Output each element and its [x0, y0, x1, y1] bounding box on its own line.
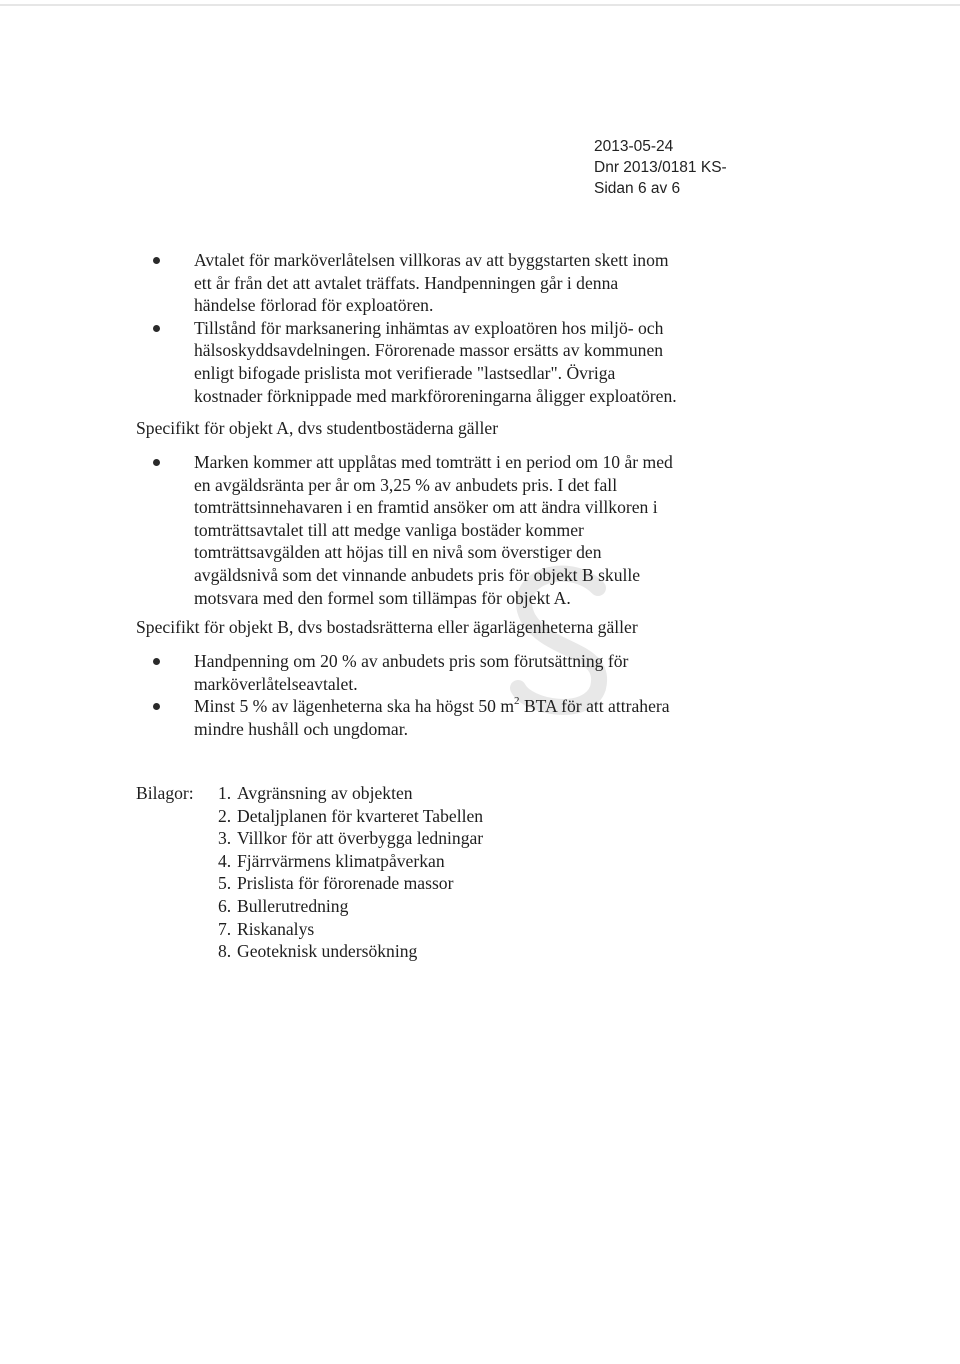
attachment-title: Detaljplanen för kvarteret Tabellen [237, 805, 484, 826]
bullet-list-object-b [152, 650, 792, 740]
text-line: mindre hushåll och ungdomar. [194, 718, 409, 739]
superscript: 2 [514, 695, 520, 708]
text-line: Avtalet för marköverlåtelsen villkoras av att byggstarten skett inom [194, 250, 669, 270]
attachment-item [218, 940, 483, 963]
bullet-dot-icon [153, 459, 160, 466]
attachment-item [218, 782, 483, 805]
list-item [152, 249, 792, 317]
text-line: ett år från det att avtalet träffats. Handpenningen går i denna [194, 272, 619, 293]
attachment-title: Bullerutredning [237, 895, 349, 916]
text-line: hälsoskyddsavdelningen. Förorenade massor ersätts av kommunen [194, 340, 664, 361]
text-line [194, 695, 792, 718]
attachment-title: Geoteknisk undersökning [237, 941, 418, 962]
text-line: motsvara med den formel som tillämpas för objekt A. [194, 587, 571, 608]
section-a-heading: Specifikt för objekt A, dvs studentbostäderna gäller [136, 418, 499, 438]
attachment-number: 2. [218, 805, 232, 826]
attachment-item [218, 827, 483, 850]
attachment-item [218, 872, 483, 895]
attachment-number: 4. [218, 850, 232, 871]
bullet-dot-icon [153, 703, 160, 710]
header-page-number: Sidan 6 av 6 [594, 180, 681, 197]
list-item [152, 451, 792, 609]
text-line: enligt bifogade prislista mot verifierade "lastsedlar". Övriga [194, 362, 616, 383]
attachment-item [218, 895, 483, 918]
attachment-number: 5. [218, 873, 232, 894]
bullet-dot-icon [153, 325, 160, 332]
text-fragment: Minst 5 % av lägenheterna ska ha högst 50 m [194, 696, 515, 717]
bullet-dot-icon [153, 658, 160, 665]
attachment-title: Riskanalys [237, 918, 315, 939]
attachment-number: 3. [218, 828, 232, 849]
text-line: tomträttsinnehavaren i en framtid ansöker om att ändra villkoren i [194, 497, 658, 518]
attachment-item [218, 918, 483, 941]
text-fragment: BTA för att attrahera [519, 696, 670, 717]
text-line: Handpenning om 20 % av anbudets pris som förutsättning för [194, 651, 629, 671]
attachments-label: Bilagor: [136, 783, 194, 803]
attachment-item [218, 850, 483, 873]
bullet-dot-icon [153, 257, 160, 264]
attachment-title: Prislista för förorenade massor [237, 873, 454, 894]
attachment-title: Avgränsning av objekten [237, 783, 413, 803]
bullet-list-object-a [152, 451, 792, 609]
list-item [152, 317, 792, 407]
header-dnr: Dnr 2013/0181 KS- [594, 159, 727, 176]
section-b-heading: Specifikt för objekt B, dvs bostadsrätterna eller ägarlägenheterna gäller [136, 617, 638, 637]
list-item [152, 695, 792, 740]
text-line: avgäldsnivå som det vinnande anbudets pris för objekt B skulle [194, 564, 641, 585]
attachment-number: 1. [218, 783, 232, 803]
attachments-list [218, 782, 483, 963]
scan-edge-line [0, 4, 960, 6]
header-date: 2013-05-24 [594, 138, 674, 155]
attachment-title: Villkor för att överbygga ledningar [237, 828, 484, 849]
text-line: kostnader förknippade med markföroreningarna åligger exploatören. [194, 385, 677, 406]
bullet-list-general [152, 249, 792, 407]
text-line: Tillstånd för marksanering inhämtas av exploatören hos miljö- och [194, 317, 664, 338]
document-header [594, 136, 727, 199]
text-line: en avgäldsränta per år om 3,25 % av anbudets pris. I det fall [194, 474, 618, 495]
attachment-title: Fjärrvärmens klimatpåverkan [237, 850, 445, 871]
attachment-number: 6. [218, 895, 232, 916]
attachment-number: 8. [218, 941, 232, 962]
text-line: tomträttsavgälden att höjas till en nivå som överstiger den [194, 542, 602, 563]
text-line: Marken kommer att upplåtas med tomträtt i en period om 10 år med [194, 452, 673, 472]
text-line: marköverlåtelseavtalet. [194, 673, 358, 694]
attachment-number: 7. [218, 918, 232, 939]
text-line: tomträttsavtalet till att medge vanliga bostäder kommer [194, 519, 584, 540]
attachment-item [218, 805, 483, 828]
text-line: händelse förlorad för exploatören. [194, 295, 434, 316]
list-item [152, 650, 792, 695]
